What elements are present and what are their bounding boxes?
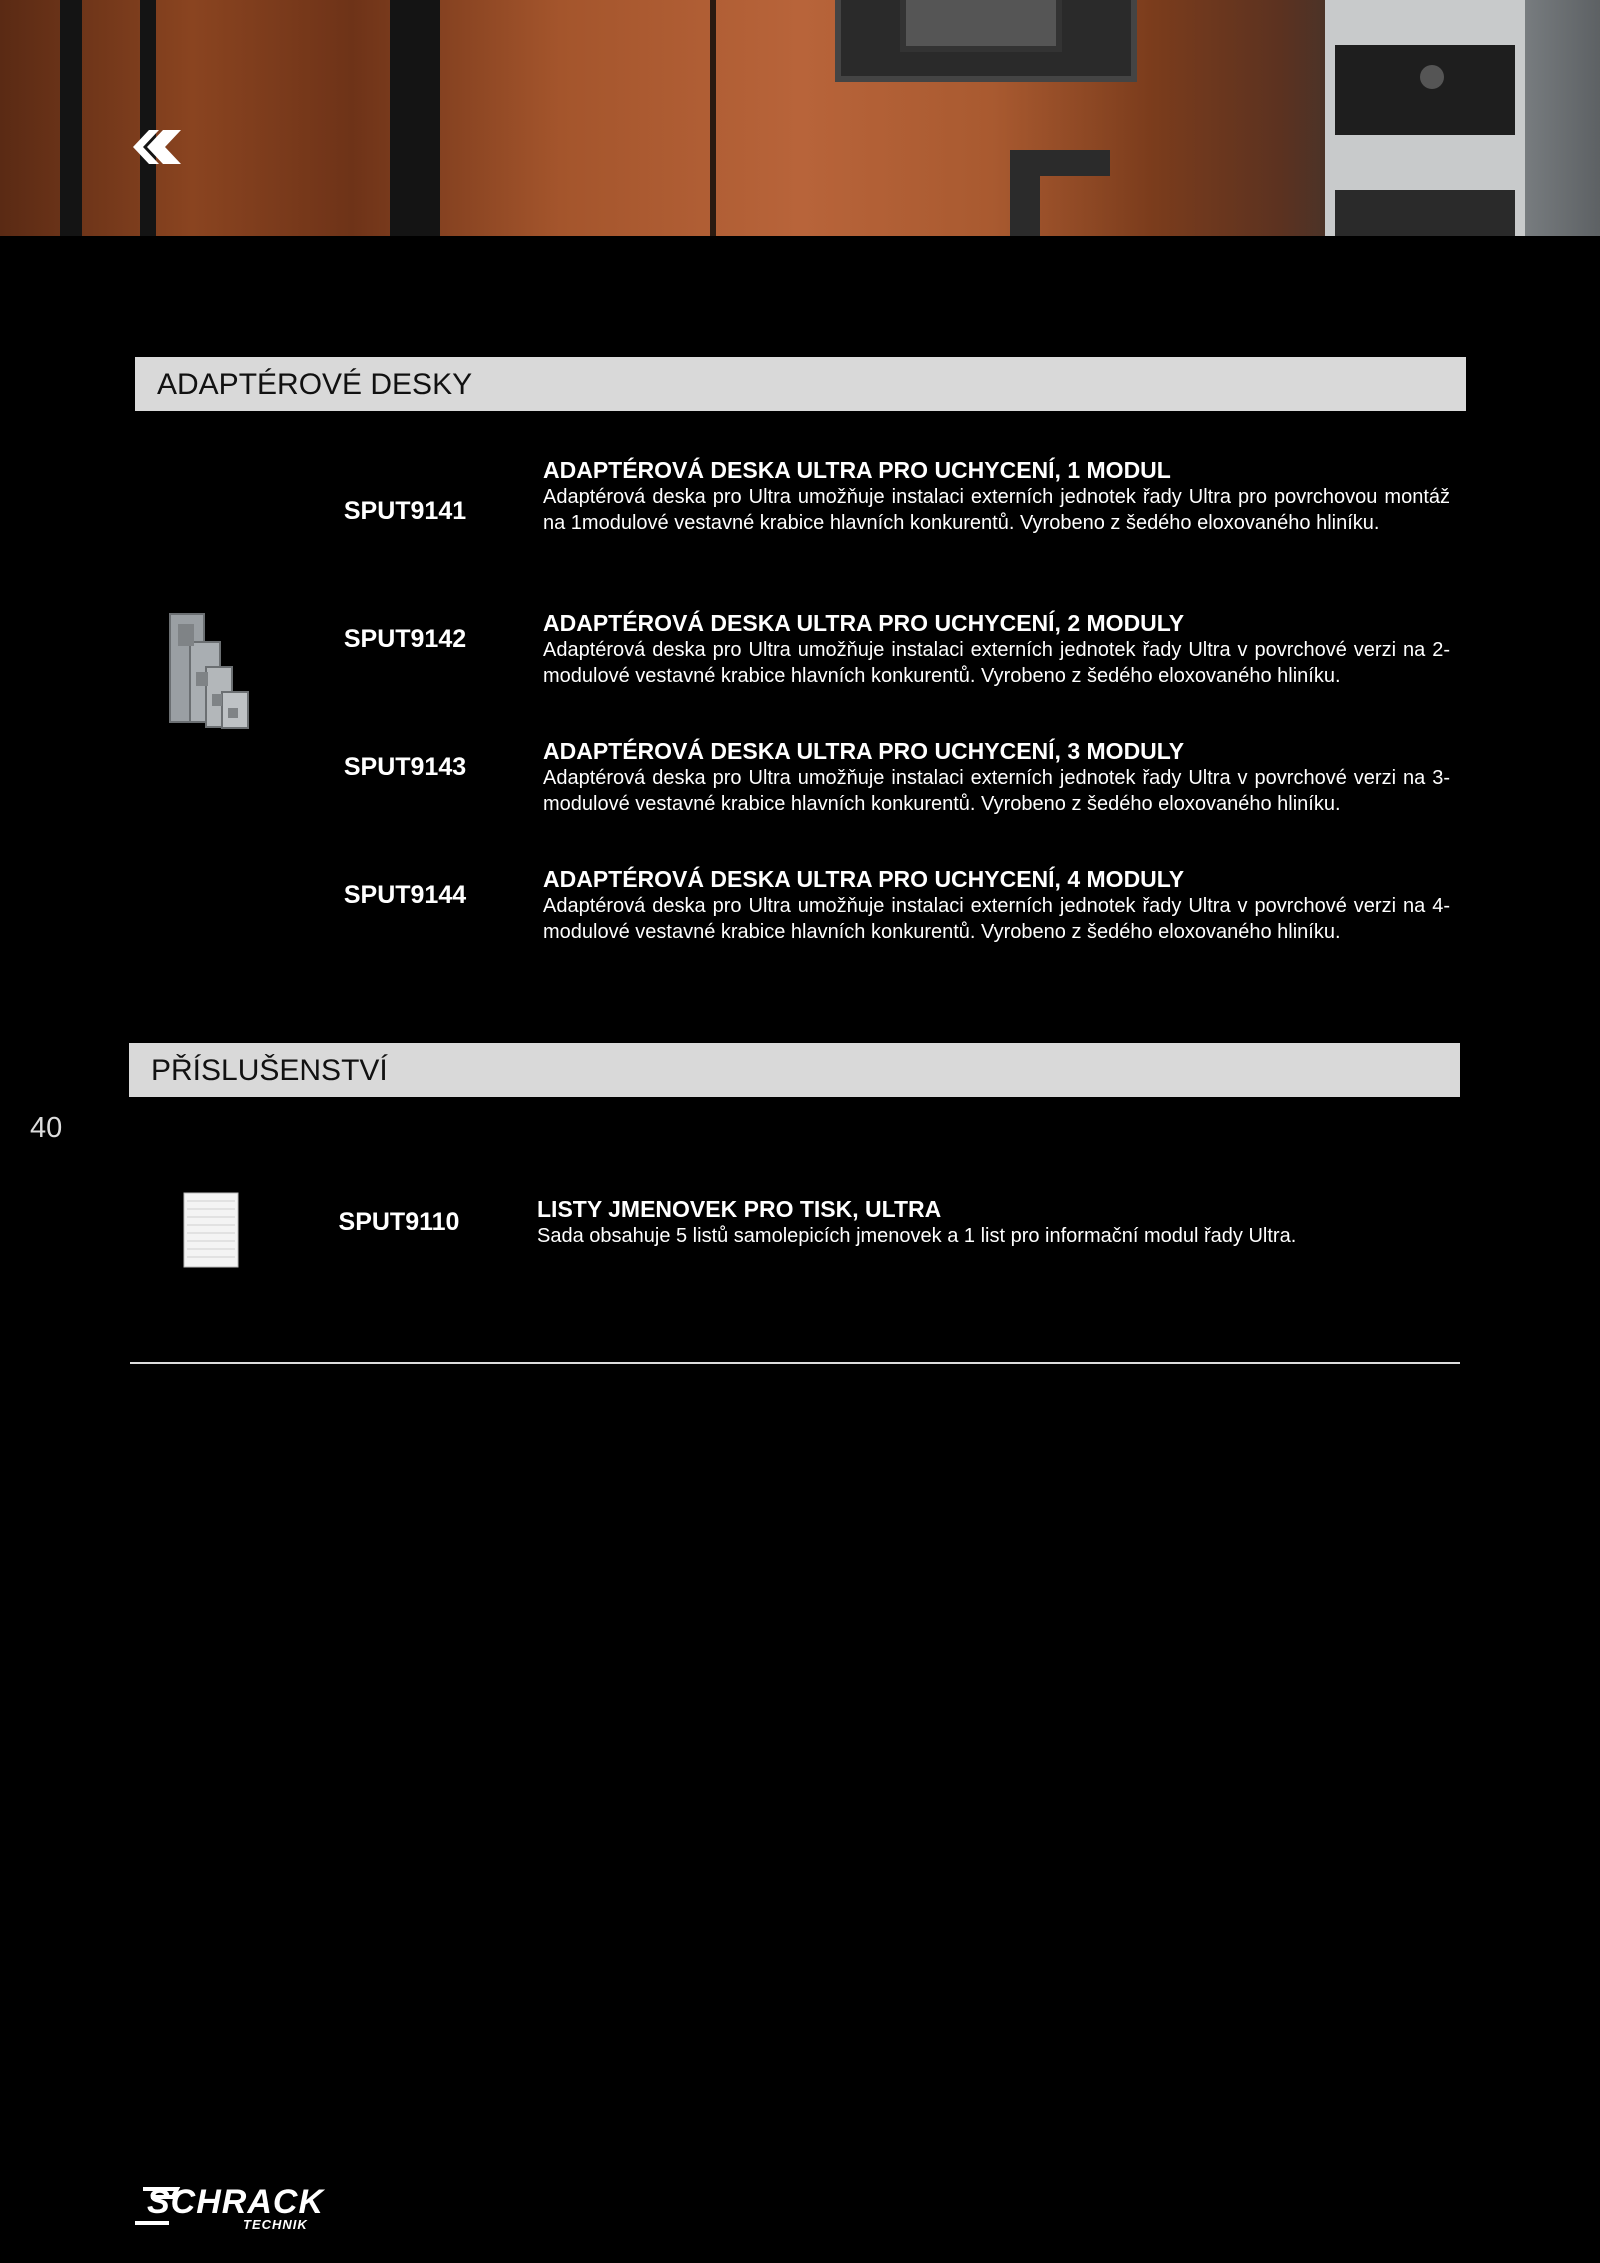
product-description: Adaptérová deska pro Ultra umožňuje instalaci externích jednotek řady Ultra v povrchové verzi na 2-modulové vestavné krabice hlavních konkurentů. Vyrobeno z šedého eloxovaného hliníku. bbox=[543, 639, 1450, 687]
product-title: ADAPTÉROVÁ DESKA ULTRA PRO UCHYCENÍ, 4 MODULY bbox=[543, 866, 1185, 892]
product-item bbox=[543, 610, 1450, 689]
product-code: SPUT9141 bbox=[343, 497, 467, 525]
product-item bbox=[543, 866, 1450, 945]
product-title: ADAPTÉROVÁ DESKA ULTRA PRO UCHYCENÍ, 3 MODULY bbox=[543, 738, 1185, 764]
hero-banner bbox=[0, 0, 1600, 236]
section-title-accessories: PŘÍSLUŠENSTVÍ bbox=[129, 1043, 1460, 1097]
section-title-adapter-plates: ADAPTÉROVÉ DESKY bbox=[135, 357, 1466, 411]
adapter-plates-image bbox=[168, 612, 252, 730]
product-code: SPUT9143 bbox=[343, 753, 467, 781]
product-item bbox=[543, 457, 1450, 536]
product-item bbox=[537, 1196, 1444, 1249]
name-label-sheet-image bbox=[183, 1192, 239, 1268]
product-code: SPUT9144 bbox=[343, 881, 467, 909]
product-title: ADAPTÉROVÁ DESKA ULTRA PRO UCHYCENÍ, 2 MODULY bbox=[543, 610, 1185, 636]
product-code: SPUT9110 bbox=[338, 1208, 460, 1236]
product-code: SPUT9142 bbox=[343, 625, 467, 653]
product-description: Adaptérová deska pro Ultra umožňuje instalaci externích jednotek řady Ultra v povrchové verzi na 3-modulové vestavné krabice hlavních konkurentů. Vyrobeno z šedého eloxovaného hliníku. bbox=[543, 767, 1450, 815]
brand-sub: TECHNIK bbox=[243, 2217, 308, 2232]
page-number: 40 bbox=[30, 1112, 63, 1144]
product-title: LISTY JMENOVEK PRO TISK, ULTRA bbox=[537, 1196, 942, 1222]
product-description: Adaptérová deska pro Ultra umožňuje instalaci externích jednotek řady Ultra pro povrchovou montáž na 1modulové vestavné krabice hlavních konkurentů. Vyrobeno z šedého eloxovaného hliníku. bbox=[543, 486, 1450, 534]
divider bbox=[130, 1362, 1460, 1364]
brand-logo bbox=[133, 2183, 338, 2238]
product-title: ADAPTÉROVÁ DESKA ULTRA PRO UCHYCENÍ, 1 MODUL bbox=[543, 457, 1171, 483]
product-description: Adaptérová deska pro Ultra umožňuje instalaci externích jednotek řady Ultra v povrchové verzi na 4-modulové vestavné krabice hlavních konkurentů. Vyrobeno z šedého eloxovaného hliníku. bbox=[543, 895, 1450, 943]
brand-mark-icon bbox=[133, 130, 181, 164]
brand-name: SCHRACK bbox=[147, 2183, 324, 2221]
product-description: Sada obsahuje 5 listů samolepicích jmenovek a 1 list pro informační modul řady Ultra. bbox=[537, 1225, 1297, 1247]
product-item bbox=[543, 738, 1450, 817]
